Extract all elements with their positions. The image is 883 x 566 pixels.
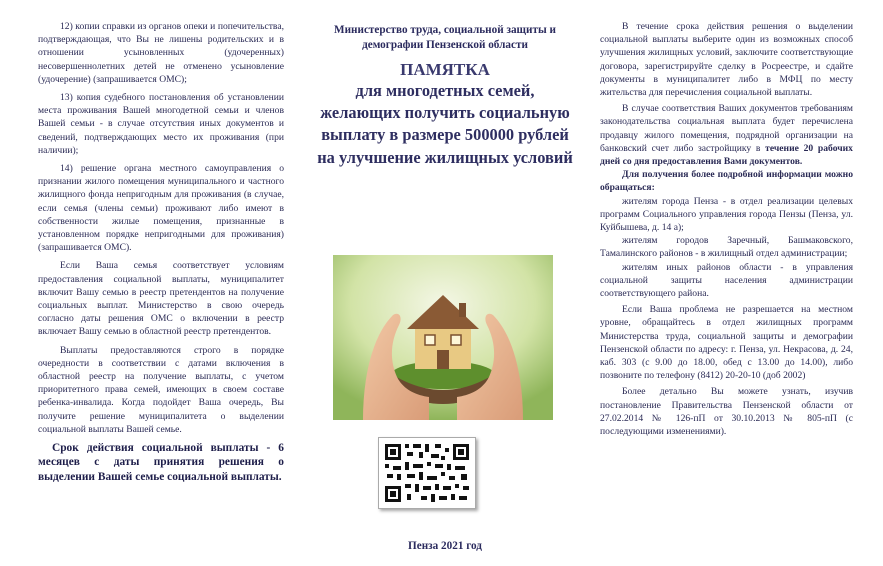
memo-title: ПАМЯТКА: [400, 60, 490, 79]
payment-order-text: Выплаты предоставляются строго в порядке очередности в соответствии с датами включения в областной реестр на получение выплаты, с учетом приоритетного права семей, имеющих в своем составе ребенка-инвалида. Когда подойдет Ваша очередь, Вы получите решение муниципалитета о выделении социальной выплаты Вашей семье.: [38, 344, 284, 435]
contact-penza: жителям города Пенза - в отдел реализации целевых программ Социального управления города Пензы (Пенза, ул. Куйбышева, д. 14 а);: [600, 195, 853, 234]
ministry-contact-text: Если Ваша проблема не разрешается на местном уровне, обращайтесь в отдел жилищных программ Министерства труда, социальной защиты и демографии Пензенской области по адресу: г. Пенза, ул. Некрасова, д. 24, каб. 303 (с 9.00 до 18.00, обед с 13.00 до 14.00), либо позвоните по телефону (8412) 20-20-10 (доб 2002): [600, 304, 853, 382]
qr-code-icon: [378, 437, 476, 509]
registry-inclusion-text: Если Ваша семья соответствует условиям предоставления социальной выплаты, муниципалитет включит Вашу семью в реестр претендентов на получение социальных выплат. Министерство в свою очередь согласно даты решения ОМС о включении в реестр включает Вашу семью в областной реестр претендентов.: [38, 260, 284, 338]
transfer-deadline: течение 20 рабочих дней со дня предоставления Вами документов.: [600, 142, 853, 168]
item-12-text: 12) копии справки из органов опеки и попечительства, подтверждающая, что Вы не лишены родительских и в отношении усыновленных (удочеренных) несовершеннолетних детей не отменено усыновление (удочерение) (запрашивается ОМС);: [38, 21, 284, 85]
regulation-text: Более детально Вы можете узнать, изучив постановление Правительства Пензенской области от 27.02.2014 № 126-пП от 30.10.2013 № 805-пП (с последующими изменениями).: [600, 386, 853, 438]
right-column: [590, 0, 883, 566]
middle-column: [300, 0, 590, 566]
contacts-heading: Для получения более подробной информации можно обращаться:: [600, 169, 853, 194]
contact-other-districts: жителям иных районов области - в управления социальной защиты населения администрации соответствующего района.: [600, 261, 853, 300]
validity-term-text: Срок действия социальной выплаты - 6 месяцев с даты принятия решения о выделении Вашей семье социальной выплаты.: [38, 442, 284, 483]
item-14-text: 14) решение органа местного самоуправления о признании жилого помещения муниципального и частного жилищного фонда непригодным для проживания (в случае, если семья (члены семьи) проживают либо имеют в собственности жилые помещения, признанные в установленном порядке непригодными для проживания) (запрашивается ОМС).: [38, 163, 284, 254]
left-column: [0, 0, 300, 566]
ministry-title: Министерство труда, социальной защиты и демографии Пензенской области: [334, 24, 556, 51]
selection-text: В течение срока действия решения о выделении социальной выплаты выберите один из возможных способ улучшения жилищных условий, заключите соответствующие договора, зарегистрируйте сделку в Росреестре, и сдайте документы в муниципалитет либо в МФЦ по месту жительства для перечисления социальной выплаты.: [600, 21, 853, 99]
transfer-text-start: В случае соответствия Ваших документов требованиям законодательства социальная выплата будет перечислена продавцу жилого помещения, подрядной организации на банковский счет либо застройщику в: [600, 103, 853, 154]
memo-subtitle: для многодетных семей, желающих получить социальную выплату в размере 500000 рублей на улучшение жилищных условий: [317, 81, 573, 167]
footer-city-year: Пенза 2021 год: [408, 540, 482, 552]
item-13-text: 13) копия судебного постановления об установлении места проживания Вашей многодетной семьи и членов Вашей семьи - в случае отсутствия иных документов и сведений, подтверждающих место их проживания (при наличии);: [38, 92, 284, 156]
contact-zarechny: жителям городов Заречный, Башмаковского, Тамалинского районов - в жилищный отдел администрации;: [600, 235, 853, 260]
transfer-text: [600, 102, 853, 168]
house-in-hands-icon: [333, 255, 553, 420]
